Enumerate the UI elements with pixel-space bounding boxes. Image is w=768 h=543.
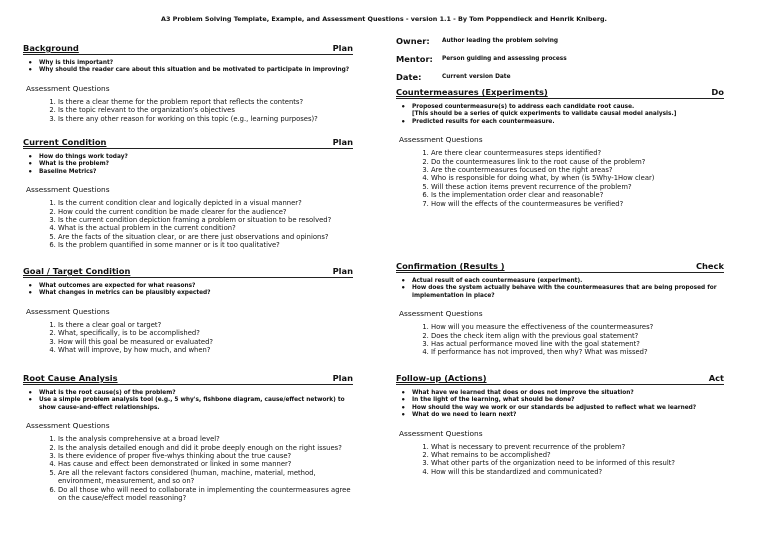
section-title: Goal / Target Condition: [23, 266, 131, 276]
mentor-label: Mentor:: [396, 54, 433, 64]
prompt-item: • What do we need to learn next?: [406, 412, 724, 419]
prompt-list: [396, 104, 724, 126]
phase-label: Check: [695, 261, 724, 271]
question-item: 3. What other parts of the organization need to be informed of this result?: [431, 459, 724, 467]
section-right-2: [396, 373, 724, 476]
question-item: 4. Has cause and effect been demonstrated or linked in some manner?: [58, 460, 353, 468]
mentor-row: [396, 51, 724, 67]
prompt-list: [23, 60, 353, 75]
question-item: 4. What is the actual problem in the current condition?: [58, 224, 353, 232]
question-list: [23, 199, 353, 249]
assessment-questions-label: Assessment Questions: [26, 421, 110, 431]
question-item: 3. Is there evidence of proper five-whys thinking about the true cause?: [58, 452, 353, 460]
question-item: 6. Do all those who will need to collaborate in implementing the countermeasures agree on the cause/effect model reasoning?: [58, 486, 353, 503]
section-header: [23, 43, 353, 55]
question-list: [396, 323, 724, 357]
prompt-item: • How do things work today?: [33, 154, 353, 161]
question-item: 4. What will improve, by how much, and when?: [58, 346, 353, 354]
section-header: [396, 87, 724, 99]
left-column: [23, 33, 353, 533]
prompt-item: • Why should the reader care about this situation and be motivated to participate in improving?: [33, 67, 353, 74]
question-item: 5. Will these action items prevent recurrence of the problem?: [431, 183, 724, 191]
prompt-item: • What changes in metrics can be plausibly expected?: [33, 290, 353, 297]
prompt-item: • Why is this important?: [33, 60, 353, 67]
right-column: [396, 33, 724, 537]
question-list: [23, 435, 353, 502]
question-item: 1. How will you measure the effectiveness of the countermeasures?: [431, 323, 724, 331]
prompt-list: [23, 154, 353, 176]
question-list: [396, 443, 724, 477]
phase-label: Act: [708, 373, 724, 383]
question-item: 1. What is necessary to prevent recurrence of the problem?: [431, 443, 724, 451]
document-title: A3 Problem Solving Template, Example, and Assessment Questions - version 1.1 - By Tom Poppendieck and Henrik Kniberg.: [161, 15, 607, 23]
question-item: 1. Is the current condition clear and logically depicted in a visual manner?: [58, 199, 353, 207]
prompt-item: • What is the root cause(s) of the problem?: [33, 390, 353, 397]
question-item: 7. How will the effects of the countermeasures be verified?: [431, 200, 724, 208]
date-row: [396, 69, 724, 85]
section-right-1: [396, 261, 724, 357]
section-header: [23, 137, 353, 149]
question-item: 3. Has actual performance moved line with the goal statement?: [431, 340, 724, 348]
prompt-list: [23, 283, 353, 298]
question-item: 6. Is the implementation order clear and reasonable?: [431, 191, 724, 199]
assessment-questions-label: Assessment Questions: [26, 83, 110, 93]
section-title: Current Condition: [23, 137, 107, 147]
meta-block: [396, 33, 724, 85]
right-sections: [396, 87, 724, 537]
question-item: 1. Is there a clear goal or target?: [58, 321, 353, 329]
phase-label: Plan: [332, 266, 353, 276]
question-item: 2. What, specifically, is to be accomplished?: [58, 329, 353, 337]
phase-label: Plan: [332, 373, 353, 383]
section-left-3: [23, 373, 353, 502]
section-title: Confirmation (Results ): [396, 261, 505, 271]
prompt-item: • What is the problem?: [33, 161, 353, 168]
prompt-item: • Proposed countermeasure(s) to address each candidate root cause. [This should be a series of quick experiments to validate causal model analysis.]: [406, 104, 724, 119]
prompt-list: [396, 278, 724, 300]
question-item: 5. Are all the relevant factors considered (human, machine, material, method, environment, measurement, and so on?: [58, 469, 353, 486]
question-item: 6. Is the problem quantified in some manner or is it too qualitative?: [58, 241, 353, 249]
prompt-list: [23, 390, 353, 412]
question-item: 5. Are the facts of the situation clear, or are there just observations and opinions?: [58, 233, 353, 241]
prompt-item: • Baseline Metrics?: [33, 169, 353, 176]
question-item: 4. How will this be standardized and communicated?: [431, 468, 724, 476]
section-right-0: [396, 87, 724, 208]
question-item: 1. Is there a clear theme for the problem report that reflects the contents?: [58, 98, 353, 106]
question-list: [23, 98, 353, 123]
section-title: Countermeasures (Experiments): [396, 87, 548, 97]
prompt-item: • Use a simple problem analysis tool (e.g., 5 why's, fishbone diagram, cause/effect network) to show cause-and-effect relationships.: [33, 397, 353, 412]
prompt-item: • How does the system actually behave with the countermeasures that are being proposed for implementation in place?: [406, 285, 724, 300]
prompt-list: [396, 390, 724, 420]
assessment-questions-label: Assessment Questions: [26, 185, 110, 195]
mentor-value: Person guiding and assessing process: [442, 56, 567, 62]
question-item: 4. Who is responsible for doing what, by when (is 5Why-1How clear): [431, 174, 724, 182]
section-header: [23, 266, 353, 278]
section-header: [23, 373, 353, 385]
prompt-item: • What outcomes are expected for what reasons?: [33, 283, 353, 290]
question-item: 3. Is the current condition depiction framing a problem or situation to be resolved?: [58, 216, 353, 224]
section-left-1: [23, 137, 353, 250]
assessment-questions-label: Assessment Questions: [399, 428, 483, 438]
question-list: [23, 321, 353, 355]
owner-row: [396, 33, 724, 49]
phase-label: Plan: [332, 43, 353, 53]
question-item: 2. How could the current condition be made clearer for the audience?: [58, 208, 353, 216]
question-item: 2. What remains to be accomplished?: [431, 451, 724, 459]
date-label: Date:: [396, 72, 422, 82]
assessment-questions-label: Assessment Questions: [399, 309, 483, 319]
question-item: 3. Is there any other reason for working on this topic (e.g., learning purposes)?: [58, 115, 353, 123]
question-item: 2. Is the topic relevant to the organization's objectives: [58, 106, 353, 114]
owner-label: Owner:: [396, 36, 430, 46]
prompt-item: • Predicted results for each countermeasure.: [406, 119, 724, 126]
section-left-2: [23, 266, 353, 354]
question-item: 1. Is the analysis comprehensive at a broad level?: [58, 435, 353, 443]
question-item: 2. Is the analysis detailed enough and did it probe deeply enough on the right issues?: [58, 444, 353, 452]
assessment-questions-label: Assessment Questions: [399, 135, 483, 145]
question-item: 4. If performance has not improved, then why? What was missed?: [431, 348, 724, 356]
question-item: 3. How will this goal be measured or evaluated?: [58, 338, 353, 346]
prompt-item: • In the light of the learning, what should be done?: [406, 397, 724, 404]
question-item: 3. Are the countermeasures focused on the right areas?: [431, 166, 724, 174]
section-title: Background: [23, 43, 79, 53]
question-item: 1. Are there clear countermeasures steps identified?: [431, 149, 724, 157]
question-item: 2. Does the check item align with the previous goal statement?: [431, 332, 724, 340]
phase-label: Plan: [332, 137, 353, 147]
section-header: [396, 373, 724, 385]
question-item: 2. Do the countermeasures link to the root cause of the problem?: [431, 158, 724, 166]
section-header: [396, 261, 724, 273]
phase-label: Do: [711, 87, 724, 97]
prompt-item: • How should the way we work or our standards be adjusted to reflect what we learned?: [406, 405, 724, 412]
prompt-item: • Actual result of each countermeasure (experiment).: [406, 278, 724, 285]
section-title: Follow-up (Actions): [396, 373, 487, 383]
section-title: Root Cause Analysis: [23, 373, 118, 383]
assessment-questions-label: Assessment Questions: [26, 306, 110, 316]
section-left-0: [23, 43, 353, 123]
prompt-item: • What have we learned that does or does not improve the situation?: [406, 390, 724, 397]
question-list: [396, 149, 724, 208]
owner-value: Author leading the problem solving: [442, 38, 559, 44]
date-value: Current version Date: [442, 74, 511, 80]
